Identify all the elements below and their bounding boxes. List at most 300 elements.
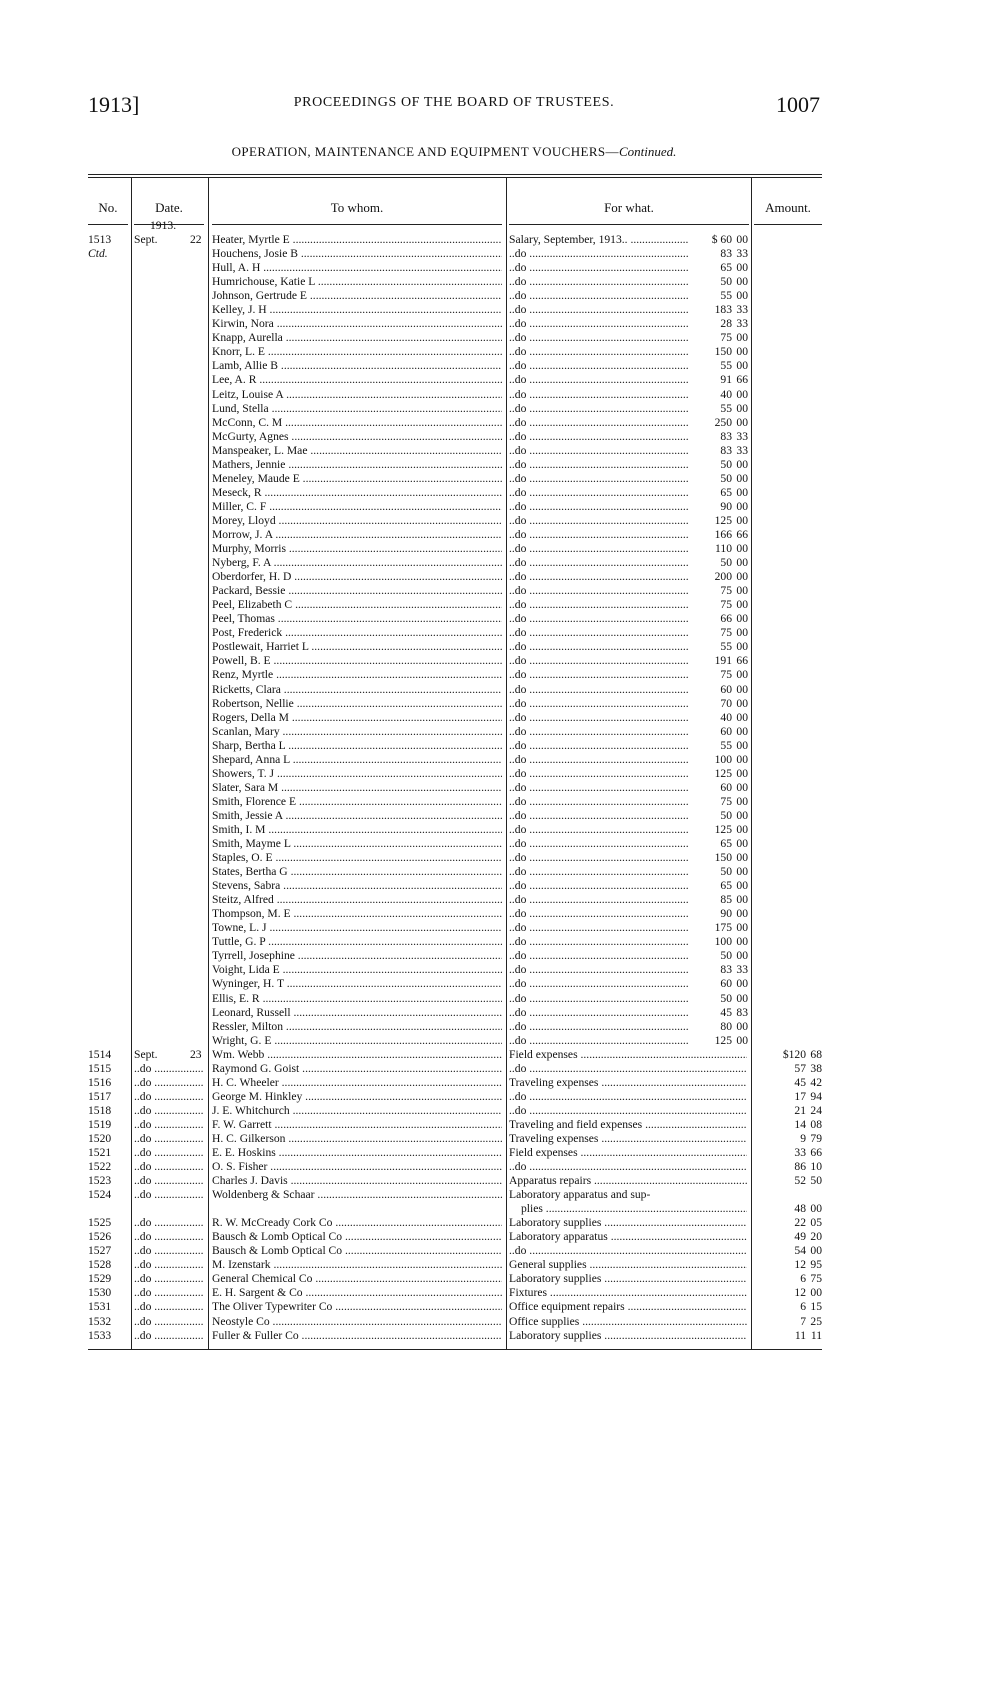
voucher-number (88, 1146, 126, 1160)
payee-name: E. E. Hoskins ..... (212, 1146, 502, 1159)
salary-amount (688, 472, 748, 486)
salary-dollars: 183 (714, 303, 732, 317)
payee-name: Peel, Thomas ..... (212, 612, 502, 625)
payee-name: Ellis, E. R ..... (212, 992, 502, 1005)
purpose-text: ..do ..... (509, 626, 747, 639)
purpose-text: ..do ..... (509, 458, 747, 471)
voucher-number (88, 1315, 126, 1329)
table-top-rule-inner (88, 177, 822, 178)
purpose (509, 1062, 747, 1076)
voucher-number (88, 1272, 126, 1286)
voucher-date (134, 1062, 204, 1076)
table-row (88, 430, 822, 444)
salary-amount (688, 556, 748, 570)
voucher-number (88, 1244, 126, 1258)
purpose-text-continued: plies ..... (509, 1202, 747, 1216)
amount-dollars: 14 (794, 1117, 806, 1131)
salary-dollars: 60 (720, 724, 732, 738)
salary-dollars: 166 (714, 527, 732, 541)
purpose-text: ..do ..... (509, 388, 747, 401)
table-row (88, 767, 822, 781)
table-row (88, 851, 822, 865)
salary-dollars: 91 (720, 373, 732, 387)
purpose-text: ..do ..... (509, 1006, 747, 1019)
amount-dollars: 57 (794, 1061, 806, 1075)
purpose-text: ..do ..... (509, 317, 747, 330)
table-row (88, 893, 822, 907)
payee (212, 1188, 502, 1202)
table-row (88, 1104, 822, 1118)
payee (212, 865, 502, 879)
table-row (88, 528, 822, 542)
salary-dollars: 60 (720, 682, 732, 696)
salary-cents: 33 (736, 247, 748, 261)
payee-name: Showers, T. J ..... (212, 767, 502, 780)
payee (212, 1216, 502, 1230)
table-row (88, 837, 822, 851)
amount-cents: 42 (810, 1075, 822, 1089)
payee (212, 1076, 502, 1090)
voucher-number-value: 1516 (88, 1075, 112, 1089)
table-row (88, 1048, 822, 1062)
purpose-text: ..do ..... (509, 598, 747, 611)
payee-name: Scanlan, Mary ..... (212, 725, 502, 738)
payee-name: Wright, G. E ..... (212, 1034, 502, 1047)
amount-dollars: 12 (794, 1258, 806, 1272)
payee (212, 458, 502, 472)
voucher-amount (752, 1118, 822, 1132)
table-row (88, 879, 822, 893)
payee-name: Meneley, Maude E ..... (212, 472, 502, 485)
salary-cents: 33 (736, 963, 748, 977)
payee-name: Miller, C. F ..... (212, 500, 502, 513)
section-title-text: OPERATION, MAINTENANCE AND EQUIPMENT VOUCHERS— (231, 144, 619, 159)
voucher-number-note: Ctd. (88, 247, 108, 260)
amount-cents: 38 (810, 1061, 822, 1075)
payee (212, 542, 502, 556)
table-row (88, 1230, 822, 1244)
purpose-text: ..do ..... (509, 303, 747, 316)
voucher-number-value: 1519 (88, 1117, 112, 1131)
payee (212, 851, 502, 865)
purpose (509, 1048, 747, 1062)
salary-amount (688, 486, 748, 500)
table-row (88, 1076, 822, 1090)
salary-dollars: 90 (720, 907, 732, 921)
date-month: ..do ..... (134, 1146, 204, 1159)
purpose-text: ..do ..... (509, 289, 747, 302)
table-row (88, 1174, 822, 1188)
salary-cents: 00 (736, 837, 748, 851)
voucher-amount (752, 1272, 822, 1286)
voucher-number-value: 1532 (88, 1314, 112, 1328)
payee-name: Staples, O. E ..... (212, 851, 502, 864)
payee-name: Peel, Elizabeth C ..... (212, 598, 502, 611)
salary-dollars: 83 (720, 247, 732, 261)
table-row (88, 458, 822, 472)
amount-dollars: 33 (794, 1146, 806, 1160)
payee (212, 654, 502, 668)
purpose-text: ..do ..... (509, 402, 747, 415)
voucher-number-value: 1515 (88, 1061, 112, 1075)
salary-cents: 00 (736, 794, 748, 808)
salary-dollars: 65 (720, 261, 732, 275)
payee-name: McGurty, Agnes ..... (212, 430, 502, 443)
payee (212, 598, 502, 612)
salary-amount (688, 289, 748, 303)
payee (212, 1286, 502, 1300)
table-row (88, 247, 822, 261)
table-row (88, 1006, 822, 1020)
amount-dollars: $120 (782, 1047, 806, 1061)
salary-cents: 00 (736, 457, 748, 471)
payee-name: Smith, Florence E ..... (212, 795, 502, 808)
salary-amount (688, 570, 748, 584)
purpose-text: ..do ..... (509, 949, 747, 962)
voucher-number-value: 1526 (88, 1230, 112, 1244)
table-row (88, 416, 822, 430)
salary-dollars: 75 (720, 331, 732, 345)
payee (212, 472, 502, 486)
purpose-text: Traveling and field expenses ..... (509, 1118, 747, 1131)
purpose-text: ..do ..... (509, 992, 747, 1005)
salary-amount (688, 514, 748, 528)
amount-dollars: 9 (800, 1132, 806, 1145)
salary-cents: 00 (736, 345, 748, 359)
voucher-date (134, 219, 204, 247)
payee (212, 823, 502, 837)
amount-cents: 10 (810, 1160, 822, 1174)
payee-name: Voight, Lida E ..... (212, 963, 502, 976)
table-row (88, 289, 822, 303)
payee (212, 233, 502, 247)
purpose (509, 1329, 747, 1343)
table-row (88, 753, 822, 767)
salary-amount (688, 823, 748, 837)
purpose-text: ..do ..... (509, 612, 747, 625)
table-row (88, 303, 822, 317)
salary-cents: 00 (736, 893, 748, 907)
payee-name: Sharp, Bertha L ..... (212, 739, 502, 752)
salary-dollars: 55 (720, 289, 732, 303)
payee (212, 977, 502, 991)
purpose (509, 1146, 747, 1160)
payee (212, 640, 502, 654)
voucher-date (134, 1160, 204, 1174)
voucher-amount (752, 1230, 822, 1244)
salary-dollars: 125 (714, 1033, 732, 1047)
salary-amount (688, 879, 748, 893)
payee-name: Meseck, R ..... (212, 486, 502, 499)
payee-name: Charles J. Davis ..... (212, 1174, 502, 1187)
table-row (88, 317, 822, 331)
table-row (88, 556, 822, 570)
salary-cents: 33 (736, 429, 748, 443)
table-row (88, 331, 822, 345)
payee-name: States, Bertha G ..... (212, 865, 502, 878)
payee-name: Kelley, J. H ..... (212, 303, 502, 316)
payee (212, 570, 502, 584)
payee-name: Tuttle, G. P ..... (212, 935, 502, 948)
purpose-text: Field expenses ..... (509, 1146, 747, 1159)
salary-cents: 00 (736, 359, 748, 373)
payee-name: The Oliver Typewriter Co ..... (212, 1300, 502, 1313)
salary-amount (688, 542, 748, 556)
salary-dollars: 50 (720, 275, 732, 289)
salary-dollars: 40 (720, 387, 732, 401)
table-bottom-rule (88, 1349, 822, 1350)
amount-cents: 79 (810, 1132, 822, 1145)
purpose (509, 1104, 747, 1118)
salary-amount (688, 500, 748, 514)
salary-amount (688, 668, 748, 682)
purpose-text: ..do ..... (509, 556, 747, 569)
payee-name: Ricketts, Clara ..... (212, 683, 502, 696)
voucher-number (88, 1090, 126, 1104)
salary-cents: 00 (736, 682, 748, 696)
header-year: 1913] (88, 92, 140, 117)
purpose-text: Laboratory supplies ..... (509, 1216, 747, 1229)
purpose-text: ..do ..... (509, 275, 747, 288)
salary-amount (688, 753, 748, 767)
salary-dollars: 65 (720, 485, 732, 499)
salary-amount (688, 851, 748, 865)
table-row (88, 1160, 822, 1174)
voucher-number (88, 1230, 126, 1244)
salary-amount (688, 837, 748, 851)
amount-cents: 00 (810, 1286, 822, 1300)
payee (212, 907, 502, 921)
payee-name: Powell, B. E ..... (212, 654, 502, 667)
purpose-text: ..do ..... (509, 261, 747, 274)
payee-name: O. S. Fisher ..... (212, 1160, 502, 1173)
voucher-number-value: 1521 (88, 1146, 112, 1160)
purpose (509, 1258, 747, 1272)
voucher-number-value: 1533 (88, 1328, 112, 1342)
voucher-date (134, 1146, 204, 1160)
date-month: ..do ..... (134, 1174, 204, 1187)
table-row (88, 444, 822, 458)
purpose (509, 1216, 747, 1230)
salary-amount (688, 893, 748, 907)
payee (212, 837, 502, 851)
salary-dollars: 83 (720, 429, 732, 443)
payee-name: Neostyle Co ..... (212, 1315, 502, 1328)
salary-cents: 00 (736, 738, 748, 752)
salary-dollars: 75 (720, 584, 732, 598)
amount-cents: 11 (810, 1328, 822, 1342)
salary-dollars: 55 (720, 738, 732, 752)
payee-name: H. C. Gilkerson ..... (212, 1132, 502, 1145)
payee-name: General Chemical Co ..... (212, 1272, 502, 1285)
table-row (88, 1216, 822, 1230)
voucher-date (134, 1216, 204, 1230)
table-row (88, 261, 822, 275)
voucher-number (88, 1329, 126, 1343)
voucher-date (134, 1118, 204, 1132)
voucher-amount (752, 1258, 822, 1272)
salary-cents: 00 (736, 991, 748, 1005)
payee (212, 486, 502, 500)
table-row (88, 402, 822, 416)
salary-cents: 66 (736, 654, 748, 668)
payee (212, 809, 502, 823)
salary-cents: 00 (736, 471, 748, 485)
table-row (88, 1118, 822, 1132)
table-row (88, 345, 822, 359)
table-row (88, 823, 822, 837)
payee (212, 1329, 502, 1343)
payee-name: Oberdorfer, H. D ..... (212, 570, 502, 583)
salary-dollars: 100 (714, 935, 732, 949)
amount-dollars: 22 (794, 1216, 806, 1230)
salary-dollars: 66 (720, 612, 732, 626)
amount-cents: 66 (810, 1146, 822, 1160)
payee-name: Ressler, Milton ..... (212, 1020, 502, 1033)
purpose-text: ..do ..... (509, 584, 747, 597)
salary-amount (688, 739, 748, 753)
payee (212, 1132, 502, 1146)
payee-name: Mathers, Jennie ..... (212, 458, 502, 471)
voucher-amount (752, 1216, 822, 1230)
voucher-date (134, 1174, 204, 1188)
purpose-text: ..do ..... (509, 753, 747, 766)
salary-amount (688, 598, 748, 612)
payee (212, 1104, 502, 1118)
date-month: ..do ..... (134, 1104, 204, 1117)
purpose-text: Laboratory supplies ..... (509, 1272, 747, 1285)
salary-cents: 33 (736, 443, 748, 457)
payee-name: M. Izenstark ..... (212, 1258, 502, 1271)
purpose-text: ..do ..... (509, 977, 747, 990)
salary-cents: 00 (736, 387, 748, 401)
payee (212, 1118, 502, 1132)
salary-cents: 00 (736, 513, 748, 527)
payee-name: Towne, L. J ..... (212, 921, 502, 934)
header-underline-amount (754, 224, 822, 225)
amount-cents: 20 (810, 1230, 822, 1244)
voucher-amount (752, 1062, 822, 1076)
voucher-table (88, 174, 822, 1686)
salary-dollars: 85 (720, 893, 732, 907)
purpose-text: ..do ..... (509, 444, 747, 457)
purpose-text: ..do ..... (509, 767, 747, 780)
salary-amount (688, 1006, 748, 1020)
salary-cents: 00 (736, 907, 748, 921)
section-title (88, 144, 820, 160)
payee-name: H. C. Wheeler ..... (212, 1076, 502, 1089)
payee (212, 416, 502, 430)
salary-cents: 33 (736, 303, 748, 317)
table-row (88, 781, 822, 795)
payee (212, 935, 502, 949)
payee (212, 556, 502, 570)
table-row (88, 1188, 822, 1216)
payee-name: Morrow, J. A ..... (212, 528, 502, 541)
payee (212, 275, 502, 289)
purpose-text: ..do ..... (509, 331, 747, 344)
salary-amount (688, 247, 748, 261)
salary-cents: 33 (736, 317, 748, 331)
table-row (88, 1132, 822, 1146)
salary-amount (688, 331, 748, 345)
purpose-text: ..do ..... (509, 500, 747, 513)
payee-name: Bausch & Lomb Optical Co ..... (212, 1244, 502, 1257)
payee-name: Shepard, Anna L ..... (212, 753, 502, 766)
payee (212, 697, 502, 711)
payee (212, 345, 502, 359)
voucher-date (134, 1300, 204, 1314)
purpose-text: ..do ..... (509, 809, 747, 822)
table-row (88, 935, 822, 949)
payee (212, 430, 502, 444)
date-month: ..do ..... (134, 1090, 204, 1103)
table-row (88, 1329, 822, 1343)
salary-dollars: 100 (714, 752, 732, 766)
salary-amount (688, 388, 748, 402)
amount-cents: 75 (810, 1272, 822, 1286)
salary-cents: 00 (736, 766, 748, 780)
purpose-text: ..do ..... (509, 851, 747, 864)
table-row (88, 949, 822, 963)
purpose-text: ..do ..... (509, 359, 747, 372)
salary-dollars: 125 (714, 822, 732, 836)
table-row (88, 1062, 822, 1076)
col-header-no: No. (98, 200, 118, 215)
table-row (88, 542, 822, 556)
table-row (88, 359, 822, 373)
purpose-text: ..do ..... (509, 963, 747, 976)
purpose-text: Laboratory apparatus and sup- (509, 1188, 651, 1202)
voucher-number (88, 1118, 126, 1132)
salary-amount (688, 233, 748, 247)
salary-cents: 00 (736, 822, 748, 836)
payee (212, 1258, 502, 1272)
payee (212, 1146, 502, 1160)
salary-amount (688, 767, 748, 781)
table-row (88, 640, 822, 654)
date-month: Sept. (134, 1047, 158, 1061)
purpose-text: Field expenses ..... (509, 1048, 747, 1061)
purpose-text: ..do ..... (509, 654, 747, 667)
purpose-text: ..do ..... (509, 711, 747, 724)
voucher-number (88, 1216, 126, 1230)
amount-cents: 15 (810, 1300, 822, 1314)
amount-cents: 25 (810, 1314, 822, 1328)
amount-cents: 50 (810, 1174, 822, 1188)
salary-cents: 66 (736, 527, 748, 541)
salary-amount (688, 907, 748, 921)
payee-name: Knorr, L. E ..... (212, 345, 502, 358)
voucher-number-value: 1524 (88, 1188, 112, 1202)
salary-cents: 00 (736, 977, 748, 991)
salary-cents: 00 (736, 289, 748, 303)
salary-amount (688, 612, 748, 626)
salary-dollars: 55 (720, 640, 732, 654)
date-month: ..do ..... (134, 1329, 204, 1342)
table-row (88, 711, 822, 725)
payee (212, 893, 502, 907)
payee-name: Morey, Lloyd ..... (212, 514, 502, 527)
salary-cents: 00 (736, 865, 748, 879)
amount-dollars: 45 (794, 1075, 806, 1089)
table-row (88, 668, 822, 682)
payee-name: Steitz, Alfred ..... (212, 893, 502, 906)
date-month: ..do ..... (134, 1216, 204, 1229)
salary-amount (688, 654, 748, 668)
salary-dollars: 125 (714, 513, 732, 527)
purpose-text: ..do ..... (509, 893, 747, 906)
